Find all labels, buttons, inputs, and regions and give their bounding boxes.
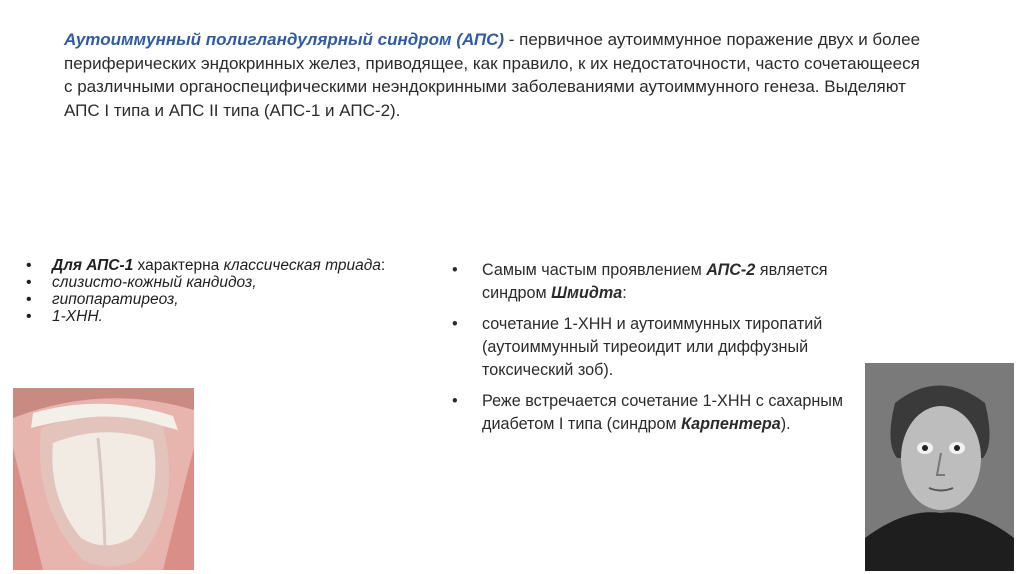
tongue-illustration — [13, 388, 194, 570]
intro-term: Аутоиммунный полигландулярный синдром (АПС) — [64, 30, 505, 49]
list-item — [452, 259, 872, 305]
intro-paragraph — [64, 28, 924, 122]
list-item: • гипопаратиреоз, — [22, 291, 422, 308]
tongue-candidiasis-photo — [13, 388, 194, 570]
schmidt-name: Шмидта — [551, 284, 623, 302]
aps1-label: Для АПС-1 — [52, 257, 134, 274]
aps2-list — [452, 259, 872, 444]
aps2-text: Самым частым проявлением — [482, 261, 707, 279]
aps1-text: характерна — [133, 257, 224, 274]
list-item: • слизисто-кожный кандидоз, — [22, 274, 422, 291]
list-item — [452, 390, 872, 436]
portrait-illustration — [865, 363, 1014, 571]
aps2-text-mid: является синдром — [482, 261, 828, 302]
aps1-triad: классическая триада — [223, 257, 381, 274]
patient-portrait-photo — [865, 363, 1014, 571]
list-item: • сочетание 1-ХНН и аутоиммунных тиропатий (аутоиммунный тиреоидит или диффузный токсический зоб). — [452, 313, 872, 382]
list-item — [22, 257, 422, 274]
list-item: • 1-ХНН. — [22, 308, 422, 325]
carpenter-close: ). — [780, 415, 791, 433]
aps1-colon: : — [380, 257, 386, 274]
carpenter-text: Реже встречается сочетание 1-ХНН с сахарным диабетом I типа (синдром — [482, 392, 844, 433]
carpenter-name: Карпентера — [681, 415, 781, 433]
aps2-colon: : — [622, 284, 627, 302]
aps2-label: АПС-2 — [706, 261, 756, 279]
intro-text: - первичное аутоиммунное поражение двух и более периферических эндокринных желез, приводящее, как правило, к их недостаточности, часто сочетающееся с различными органоспецифическими неэндокринными заболеваниями аутоиммунного генеза. Выделяют АПС I типа и АПС II типа (АПС-1 и АПС-2). — [64, 30, 921, 120]
aps1-list — [22, 257, 422, 325]
